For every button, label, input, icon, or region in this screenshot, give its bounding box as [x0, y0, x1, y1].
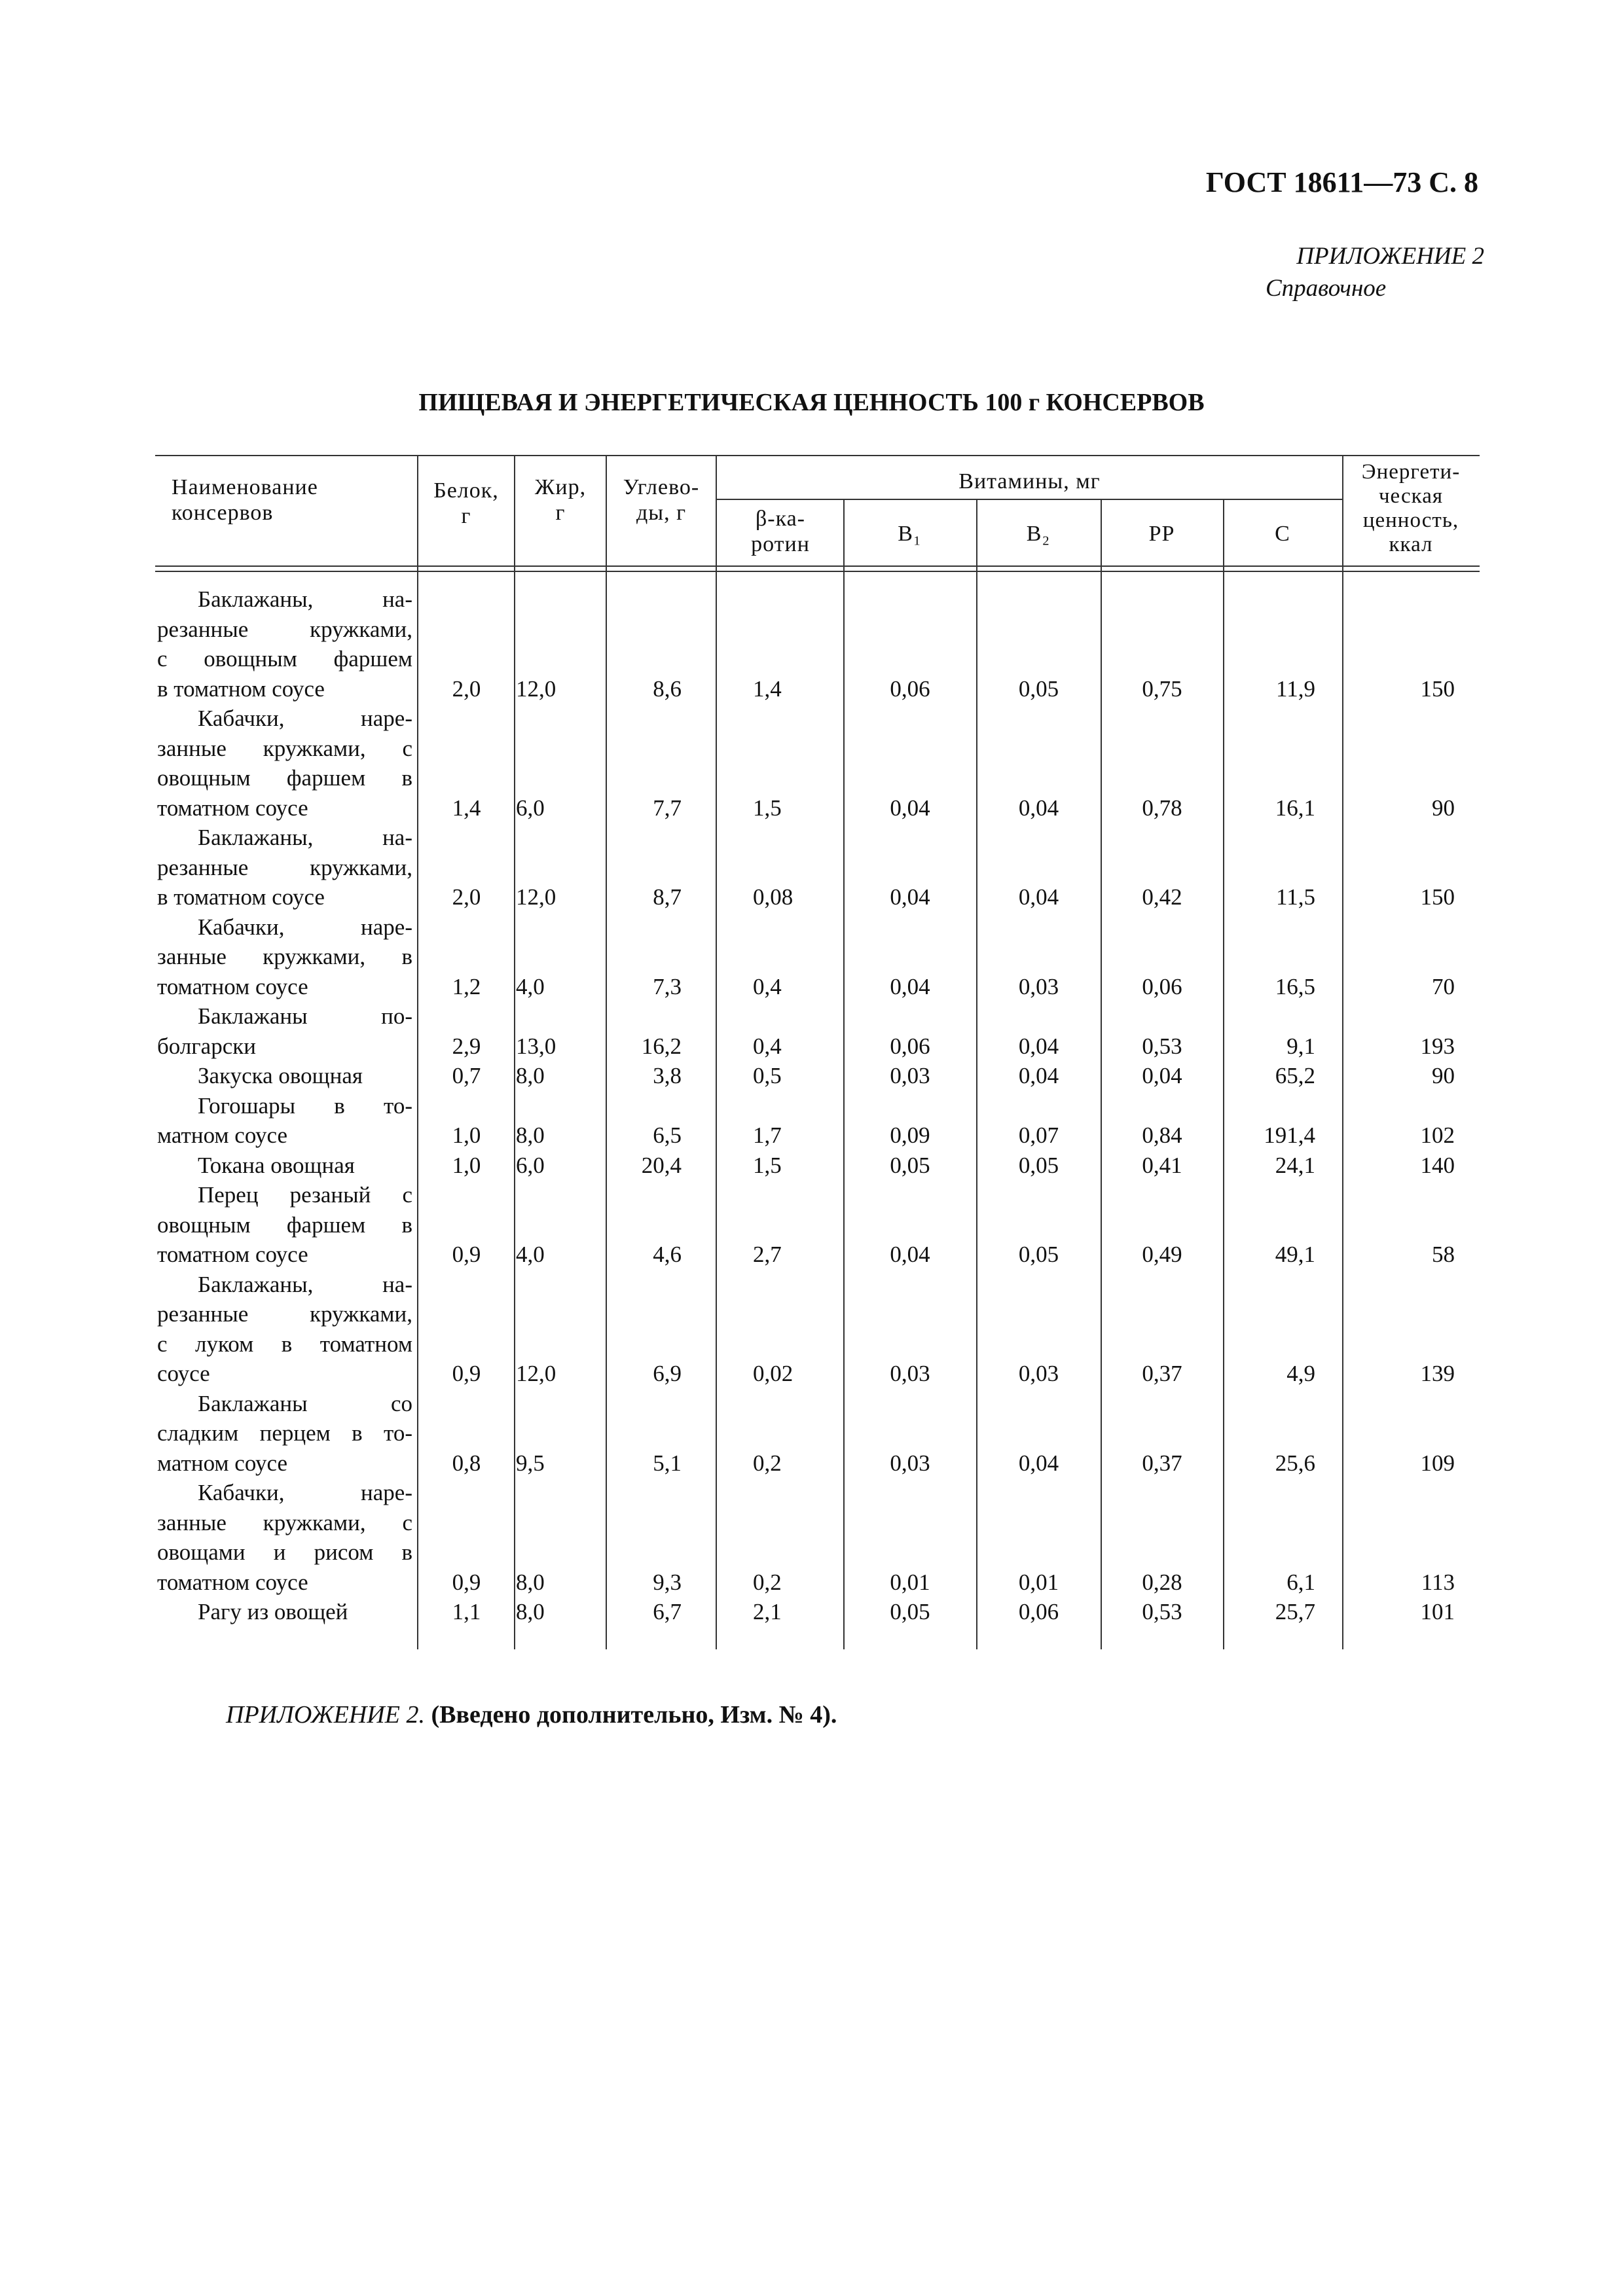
row-value: 0,05	[1018, 1152, 1059, 1178]
row-name-line: Баклажаны со	[198, 1390, 412, 1416]
row-value: 0,09	[890, 1122, 930, 1148]
row-name	[157, 1091, 412, 1151]
row-value: 0,7	[452, 1063, 481, 1088]
row-value: 4,9	[1286, 1361, 1315, 1386]
row-value: 101	[1420, 1599, 1455, 1624]
table-top-rule	[155, 455, 1480, 456]
row-value: 49,1	[1275, 1242, 1315, 1267]
row-value: 1,4	[753, 675, 782, 702]
row-value: 4,0	[516, 1242, 545, 1267]
row-value: 2,1	[753, 1599, 782, 1624]
row-name-line: с овощным фаршем	[157, 646, 412, 672]
row-value: 0,04	[1142, 1063, 1182, 1088]
row-name-line: Кабачки, наре-	[198, 1480, 412, 1505]
footnote-text: (Введено дополнительно, Изм. № 4).	[431, 1701, 837, 1729]
row-value: 0,53	[1142, 1599, 1182, 1624]
row-value: 0,41	[1142, 1152, 1182, 1178]
row-name-line: матном соусе	[157, 1122, 287, 1148]
row-name-line: Баклажаны, на-	[198, 825, 412, 850]
row-value: 2,9	[452, 1033, 481, 1059]
row-value: 2,0	[452, 884, 481, 910]
row-name	[157, 584, 412, 704]
row-value: 1,1	[452, 1599, 481, 1624]
row-value: 8,0	[516, 1063, 545, 1088]
row-name	[157, 1061, 412, 1091]
row-name-line: Баклажаны по-	[198, 1003, 412, 1029]
row-value: 6,5	[653, 1122, 682, 1148]
header-pp: PP	[1148, 522, 1175, 546]
row-value: 1,7	[753, 1122, 782, 1148]
row-name-line: резанные кружками,	[157, 854, 412, 880]
row-value: 140	[1420, 1152, 1455, 1178]
row-value: 11,5	[1276, 884, 1315, 910]
row-name-line: Перец резаный с	[198, 1182, 412, 1208]
row-name-line: матном соусе	[157, 1450, 287, 1476]
row-value: 0,01	[890, 1569, 930, 1595]
row-name-line: Кабачки, наре-	[198, 706, 412, 731]
row-value: 109	[1420, 1450, 1455, 1476]
row-value: 6,1	[1286, 1569, 1315, 1595]
row-name	[157, 1180, 412, 1270]
row-value: 0,28	[1142, 1569, 1182, 1595]
row-value: 102	[1420, 1122, 1455, 1148]
row-value: 191,4	[1264, 1122, 1315, 1148]
row-value: 58	[1432, 1242, 1455, 1267]
col-divider	[716, 455, 717, 1649]
row-value: 0,5	[753, 1063, 782, 1088]
col-divider	[514, 455, 515, 1649]
row-value: 16,2	[641, 1033, 682, 1059]
row-value: 0,04	[1018, 1450, 1059, 1476]
footnote-label: ПРИЛОЖЕНИЕ 2.	[226, 1701, 425, 1729]
row-value: 70	[1432, 973, 1455, 999]
row-value: 0,05	[1018, 675, 1059, 702]
row-value: 0,06	[1142, 973, 1182, 999]
header-beta-carotene: β-ка- ротин	[751, 507, 810, 556]
header-fat: Жир, г	[534, 475, 587, 525]
row-value: 0,04	[1018, 795, 1059, 821]
row-name-line: Баклажаны, на-	[198, 586, 412, 612]
row-value: 6,0	[516, 1152, 545, 1178]
row-value: 0,78	[1142, 795, 1182, 821]
appendix-label: ПРИЛОЖЕНИЕ 2	[1296, 243, 1484, 270]
row-name-line: Закуска овощная	[198, 1063, 363, 1088]
row-value: 25,7	[1275, 1599, 1315, 1624]
row-name	[157, 1389, 412, 1479]
row-name	[157, 1478, 412, 1597]
row-value: 8,6	[653, 675, 682, 702]
row-name	[157, 1001, 412, 1061]
row-name-line: занные кружками, с	[157, 1509, 412, 1535]
row-value: 11,9	[1276, 675, 1315, 702]
header-c: C	[1275, 522, 1290, 546]
row-name-line: резанные кружками,	[157, 616, 412, 642]
row-value: 1,5	[753, 795, 782, 821]
row-value: 0,04	[1018, 1063, 1059, 1088]
row-name-line: Гогошары в то-	[198, 1092, 412, 1119]
footnote	[226, 1700, 837, 1729]
row-value: 150	[1420, 675, 1455, 702]
row-name	[157, 1151, 412, 1181]
row-value: 4,0	[516, 973, 545, 999]
row-value: 0,2	[753, 1569, 782, 1595]
row-value: 24,1	[1275, 1152, 1315, 1178]
header-carbs: Углево- ды, г	[623, 475, 700, 525]
row-name-line: с луком в томатном	[157, 1331, 412, 1357]
row-value: 2,0	[452, 675, 481, 702]
row-value: 150	[1420, 884, 1455, 910]
row-name-line: овощным фаршем в	[157, 1211, 412, 1238]
row-name	[157, 1270, 412, 1389]
row-name	[157, 823, 412, 912]
row-value: 0,03	[1018, 1361, 1059, 1386]
row-value: 8,0	[516, 1569, 545, 1595]
row-value: 12,0	[516, 675, 556, 702]
row-name-line: занные кружками, с	[157, 735, 412, 761]
row-value: 0,49	[1142, 1242, 1182, 1267]
row-value: 65,2	[1275, 1063, 1315, 1088]
row-value: 0,42	[1142, 884, 1182, 910]
row-value: 0,01	[1018, 1569, 1059, 1595]
row-value: 8,0	[516, 1599, 545, 1624]
row-value: 0,4	[753, 973, 782, 999]
row-value: 0,08	[753, 884, 793, 910]
col-divider	[1342, 455, 1343, 1649]
row-name-line: соусе	[157, 1361, 210, 1386]
row-value: 1,5	[753, 1152, 782, 1178]
row-name-line: занные кружками, в	[157, 944, 412, 969]
document-code: ГОСТ 18611—73 С. 8	[1205, 166, 1478, 198]
row-name-line: в томатном соусе	[157, 884, 325, 910]
row-value: 0,2	[753, 1450, 782, 1476]
row-name-line: томатном соусе	[157, 973, 308, 999]
row-value: 0,05	[890, 1599, 930, 1624]
col-divider	[417, 455, 418, 1649]
header-b1: B₁	[898, 522, 922, 546]
row-value: 6,7	[653, 1599, 682, 1624]
row-value: 0,03	[890, 1450, 930, 1476]
col-divider	[1101, 499, 1102, 1649]
row-value: 0,06	[1018, 1599, 1059, 1624]
row-value: 0,04	[1018, 884, 1059, 910]
row-value: 1,0	[452, 1122, 481, 1148]
row-value: 193	[1420, 1033, 1455, 1059]
row-value: 9,1	[1286, 1033, 1315, 1059]
row-value: 5,1	[653, 1450, 682, 1476]
appendix-type: Справочное	[1266, 275, 1387, 302]
table-title: ПИЩЕВАЯ И ЭНЕРГЕТИЧЕСКАЯ ЦЕННОСТЬ 100 г КОНСЕРВОВ	[418, 389, 1205, 416]
row-value: 0,4	[753, 1033, 782, 1059]
row-value: 0,03	[890, 1063, 930, 1088]
row-name-line: Кабачки, наре-	[198, 914, 412, 940]
row-value: 113	[1421, 1569, 1455, 1595]
row-value: 8,7	[653, 884, 682, 910]
col-divider	[976, 499, 977, 1649]
row-value: 1,4	[452, 795, 481, 821]
row-value: 16,5	[1275, 973, 1315, 999]
row-value: 2,7	[753, 1242, 782, 1267]
row-value: 0,9	[452, 1569, 481, 1595]
header-name: Наименование консервов	[172, 475, 318, 525]
row-name-line: в томатном соусе	[157, 675, 325, 702]
row-value: 0,03	[1018, 973, 1059, 999]
row-value: 6,9	[653, 1361, 682, 1386]
row-value: 0,04	[890, 1242, 930, 1267]
row-value: 0,04	[890, 884, 930, 910]
row-value: 12,0	[516, 1361, 556, 1386]
row-value: 9,5	[516, 1450, 545, 1476]
vitamins-rule	[716, 499, 1342, 500]
row-value: 0,07	[1018, 1122, 1059, 1148]
row-value: 0,04	[890, 795, 930, 821]
row-name-line: овощами и рисом в	[157, 1539, 412, 1565]
row-value: 0,06	[890, 675, 930, 702]
row-name	[157, 1597, 412, 1627]
row-name-line: Токана овощная	[198, 1152, 355, 1178]
row-value: 0,04	[890, 973, 930, 999]
row-name-line: Баклажаны, на-	[198, 1271, 412, 1297]
row-value: 13,0	[516, 1033, 556, 1059]
row-value: 7,3	[653, 973, 682, 999]
header-vitamins: Витамины, мг	[958, 469, 1101, 493]
header-protein: Белок, г	[433, 478, 499, 528]
row-value: 0,9	[452, 1361, 481, 1386]
col-divider	[606, 455, 607, 1649]
row-value: 0,37	[1142, 1361, 1182, 1386]
row-value: 0,9	[452, 1242, 481, 1267]
header-bottom-rule-2	[155, 571, 1480, 572]
row-value: 4,6	[653, 1242, 682, 1267]
row-name-line: сладким перцем в то-	[157, 1420, 412, 1446]
row-value: 1,2	[452, 973, 481, 999]
row-value: 0,05	[1018, 1242, 1059, 1267]
row-name	[157, 704, 412, 823]
row-value: 9,3	[653, 1569, 682, 1595]
row-value: 12,0	[516, 884, 556, 910]
row-value: 8,0	[516, 1122, 545, 1148]
header-bottom-rule-1	[155, 565, 1480, 567]
row-name-line: Рагу из овощей	[198, 1599, 348, 1624]
row-value: 139	[1420, 1361, 1455, 1386]
row-value: 90	[1432, 795, 1455, 821]
row-value: 0,75	[1142, 675, 1182, 702]
row-value: 90	[1432, 1063, 1455, 1088]
row-value: 0,37	[1142, 1450, 1182, 1476]
header-energy: Энергети- ческая ценность, ккал	[1361, 460, 1461, 556]
row-value: 0,02	[753, 1361, 793, 1386]
row-value: 0,06	[890, 1033, 930, 1059]
row-value: 0,8	[452, 1450, 481, 1476]
row-value: 25,6	[1275, 1450, 1315, 1476]
row-value: 0,53	[1142, 1033, 1182, 1059]
row-name-line: томатном соусе	[157, 1569, 308, 1595]
row-value: 20,4	[641, 1152, 682, 1178]
row-value: 0,03	[890, 1361, 930, 1386]
row-value: 1,0	[452, 1152, 481, 1178]
row-value: 6,0	[516, 795, 545, 821]
header-b2: B₂	[1026, 522, 1051, 546]
row-name-line: болгарски	[157, 1033, 256, 1059]
row-name	[157, 912, 412, 1002]
row-value: 0,05	[890, 1152, 930, 1178]
row-name-line: резанные кружками,	[157, 1301, 412, 1327]
col-divider	[1223, 499, 1224, 1649]
row-value: 3,8	[653, 1063, 682, 1088]
row-name-line: овощным фаршем в	[157, 765, 412, 791]
row-name-line: томатном соусе	[157, 1242, 308, 1267]
row-name-line: томатном соусе	[157, 795, 308, 821]
row-value: 0,04	[1018, 1033, 1059, 1059]
row-value: 7,7	[653, 795, 682, 821]
col-divider	[843, 499, 845, 1649]
row-value: 0,84	[1142, 1122, 1182, 1148]
row-value: 16,1	[1275, 795, 1315, 821]
